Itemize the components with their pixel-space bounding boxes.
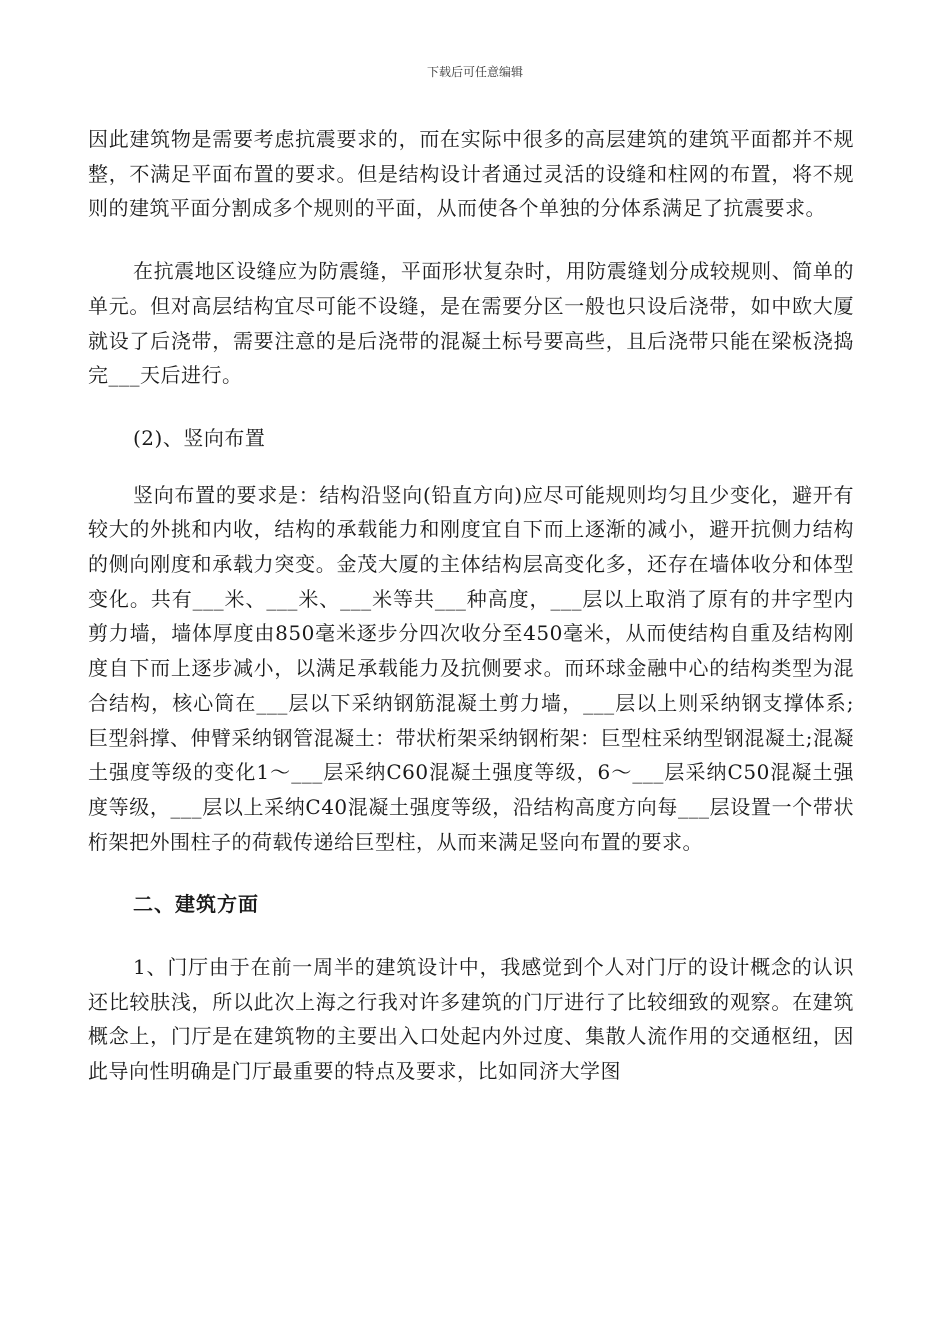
- paragraph-seismic-intro: 因此建筑物是需要考虑抗震要求的，而在实际中很多的高层建筑的建筑平面都并不规整，不满足平面布置的要求。但是结构设计者通过灵活的设缝和柱网的布置，将不规则的建筑平面分割成多个规则的平面，从而使各个单独的分体系满足了抗震要求。: [88, 127, 854, 221]
- paragraph-seismic-joints: 在抗震地区设缝应为防震缝，平面形状复杂时，用防震缝划分成较规则、简单的单元。但对高层结构宜尽可能不设缝，是在需要分区一般也只设后浇带，如中欧大厦就设了后浇带，需要注意的是后浇带的混凝土标号要高些，且后浇带只能在梁板浇捣完___天后进行。: [88, 259, 854, 388]
- section-heading-architecture: 二、建筑方面: [133, 892, 259, 917]
- paragraph-lobby: 1、门厅由于在前一周半的建筑设计中，我感觉到个人对门厅的设计概念的认识还比较肤浅，所以此次上海之行我对许多建筑的门厅进行了比较细致的观察。在建筑概念上，门厅是在建筑物的主要出入口处起内外过度、集散人流作用的交通枢纽，因此导向性明确是门厅最重要的特点及要求，比如同济大学图: [88, 955, 854, 1084]
- paragraph-vertical-layout: 竖向布置的要求是：结构沿竖向(铅直方向)应尽可能规则均匀且少变化，避开有较大的外挑和内收，结构的承载能力和刚度宜自下而上逐渐的减小，避开抗侧力结构的侧向刚度和承载力突变。金茂大厦的主体结构层高变化多，还存在墙体收分和体型变化。共有___米、___米、___米等共___种高度，___层以上取消了原有的井字型内剪力墙，墙体厚度由850毫米逐步分四次收分至450毫米，从而使结构自重及结构刚度自下而上逐步减小，以满足承载能力及抗侧要求。而环球金融中心的结构类型为混合结构，核心筒在___层以下采纳钢筋混凝土剪力墙，___层以上则采纳钢支撑体系;巨型斜撑、伸臂采纳钢管混凝土：带状桁架采纳钢桁架：巨型柱采纳型钢混凝土;混凝土强度等级的变化1～___层采纳C60混凝土强度等级，6～___层采纳C50混凝土强度等级，___层以上采纳C40混凝土强度等级，沿结构高度方向每___层设置一个带状桁架把外围柱子的荷载传递给巨型柱，从而来满足竖向布置的要求。: [88, 482, 854, 854]
- document-body: [88, 122, 854, 1117]
- section-heading-vertical-layout: (2)、竖向布置: [133, 425, 266, 450]
- page-header: 下载后可任意编辑: [426, 65, 523, 79]
